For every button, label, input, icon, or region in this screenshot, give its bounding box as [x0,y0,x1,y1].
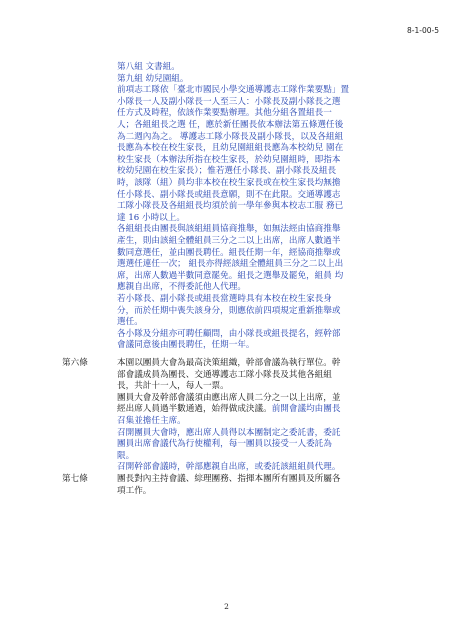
paragraph-line: 人；各組組長之選 任，應於新任團長依本辦法第五條選任後 [117,120,344,130]
article-label: 第六條 [62,358,88,368]
paragraph-line: 席，出席人數過半數同意罷免。組長之選舉及罷免，組員 均 [117,270,344,281]
article-label: 第七條 [62,474,88,484]
article-paragraph-line: 項工作。 [117,485,152,496]
paragraph-line: 分，而於任期中喪失該身分，則應依前四項規定重新推舉或 [117,305,341,316]
paragraph-line: 為二週內為之。 導護志工隊小隊長及副小隊長，以及各組組 [117,131,344,142]
article-text-segment: 經出席人員過半數通過，始得做成決議。 [117,404,272,415]
article-paragraph-line: 團員大會及幹部會議須由應出席人員二分之一以上出席，並 [117,392,341,403]
paragraph-line: 選選任連任一次； 組長亦得經該組全體組員三分之二以上出 [117,259,344,270]
paragraph-line: 會議同意後由團長聘任，任期一年。 [117,340,255,351]
paragraph-line: 任方式及時程，依該作業要點辦理。其他分組各置組長一 [117,108,332,119]
paragraph-line: 選任。 [117,317,143,328]
article-paragraph-line: 長，共計十一人，每人一票。 [117,381,229,392]
article-paragraph-line: 團員出席會議代為行使權利，每一團員以接受一人委託為 [117,439,332,450]
paragraph-line: 時，該隊（組）員均非本校在校生家長或在校生家長均無擔 [117,178,341,188]
paragraph-line: 數同意選任，並由團長聘任。組長任期一年，經協商推舉或 [117,247,341,258]
paragraph-line: 產生，則由該組全體組員三分之二以上出席，出席人數過半 [117,236,341,246]
paragraph-line: 各小隊及分組亦可聘任顧問，由小隊長或組長提名，經幹部 [117,328,341,339]
article-paragraph-line [117,404,340,415]
page-number: 2 [224,602,229,611]
article-paragraph-line: 召開幹部會議時，幹部應親自出席，或委託該組組員代理。 [117,462,341,473]
paragraph-line: 校幼兒園在校生家長）；惟若選任小隊長、副小隊長及組長 [117,166,337,177]
article-paragraph-line: 召集並擔任主席。 [117,416,186,426]
document-code: 8-1-00-5 [407,26,439,35]
paragraph-line: 前項志工隊依「臺北市國民小學交通導護志工隊作業要點」置 [117,85,350,96]
paragraph-line: 長應為本校在校生家長，且幼兒園組組長應為本校幼兒 園在 [117,143,344,154]
article-paragraph-line: 團長對內主持會議、綜理團務、指揮本團所有團員及所屬各 [117,474,341,484]
article-paragraph-line: 部會議成員為團長、交通導護志工隊小隊長及其他各組組 [117,369,332,380]
paragraph-line: 校生家長（本辦法所指在校生家長，於幼兒園組時，即指本 [117,154,341,165]
paragraph-line: 達 16 小時以上。 [117,212,185,223]
article-text-segment-amended: 前開會議均由團長 [271,404,341,415]
paragraph-line: 第八組 文書組。 [117,62,180,72]
paragraph-line: 應親自出席，不得委託他人代理。 [117,282,246,293]
article-paragraph-line: 召開團員大會時，應出席人員得以本團制定之委託書，委託 [117,427,341,438]
paragraph-line: 第九組 幼兒園組。 [117,73,189,84]
article-paragraph-line: 本園以團員大會為最高決策組織，幹部會議為執行單位。幹 [117,358,341,368]
paragraph-line: 小隊長一人及副小隊長一人至三人：小隊長及副小隊長之選 [117,96,341,107]
article-paragraph-line: 限。 [117,450,135,461]
paragraph-line: 任小隊長、副小隊長或組長意願，則不在此限。交通導護志 [117,189,341,200]
paragraph-line: 各組組長由團長與該組組員協商推舉，如無法經由協商推舉 [117,224,341,235]
paragraph-line: 工隊小隊長及各組組長均須於前一學年參與本校志工服 務已 [117,201,344,212]
paragraph-line: 若小隊長、副小隊長或組長當選時具有本校在校生家長身 [117,294,332,304]
